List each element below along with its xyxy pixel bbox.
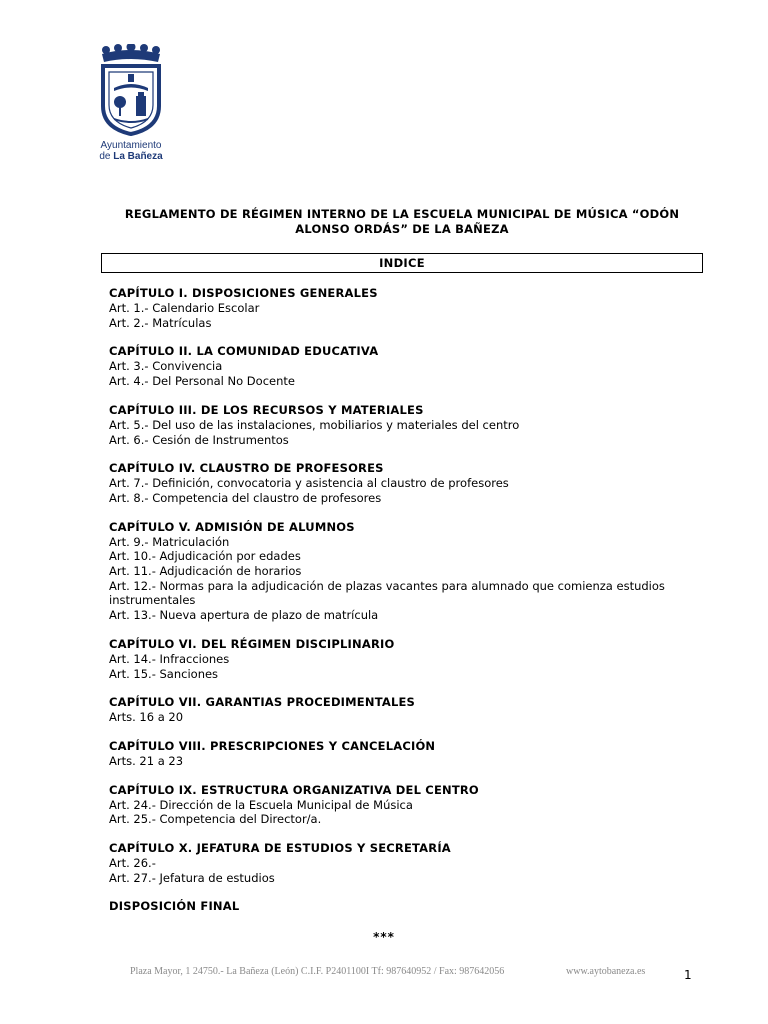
chapter-block <box>109 403 709 447</box>
chapter-block <box>109 461 709 505</box>
coat-of-arms-logo <box>86 44 176 166</box>
logo-line-2-prefix: de <box>99 151 114 162</box>
logo-line-2 <box>86 151 176 162</box>
final-provision-heading: DISPOSICIÓN FINAL <box>109 899 240 914</box>
page-number: 1 <box>684 968 692 982</box>
article-item: Art. 3.- Convivencia <box>109 359 223 374</box>
logo-line-2-bold: La Bañeza <box>113 151 163 162</box>
chapter-block <box>109 695 709 725</box>
footer-website: www.aytobaneza.es <box>566 966 646 977</box>
chapter-title: CAPÍTULO VII. GARANTIAS PROCEDIMENTALES <box>109 695 416 710</box>
article-item: Art. 1.- Calendario Escolar <box>109 301 260 315</box>
chapter-block <box>109 286 709 330</box>
index-heading-box: INDICE <box>101 253 703 273</box>
chapter-title: CAPÍTULO I. DISPOSICIONES GENERALES <box>109 286 378 300</box>
article-item: Art. 2.- Matrículas <box>109 315 212 330</box>
article-item: Art. 27.- Jefatura de estudios <box>109 870 275 885</box>
document-title: REGLAMENTO DE RÉGIMEN INTERNO DE LA ESCUELA MUNICIPAL DE MÚSICA “ODÓN ALONSO ORDÁS” DE LA BAÑEZA <box>124 207 680 236</box>
chapter-title: CAPÍTULO V. ADMISIÓN DE ALUMNOS <box>109 519 355 534</box>
chapter-block <box>109 637 709 681</box>
article-item: Art. 8.- Competencia del claustro de profesores <box>109 490 382 505</box>
chapter-title: CAPÍTULO VIII. PRESCRIPCIONES Y CANCELACIÓN <box>109 738 436 753</box>
chapter-block <box>109 520 709 623</box>
article-item: Art. 9.- Matriculación <box>109 534 230 549</box>
chapter-title: CAPÍTULO IV. CLAUSTRO DE PROFESORES <box>109 461 384 476</box>
chapter-title: CAPÍTULO III. DE LOS RECURSOS Y MATERIALES <box>109 402 424 417</box>
logo-line-1: Ayuntamiento <box>100 140 162 151</box>
article-item: Art. 6.- Cesión de Instrumentos <box>109 432 289 447</box>
chapter-block <box>109 739 709 769</box>
article-item: Arts. 21 a 23 <box>109 753 184 768</box>
chapter-block <box>109 783 709 827</box>
article-item: Art. 12.- Normas para la adjudicación de plazas vacantes para alumnado que comienza estudios instrumentales <box>109 578 665 608</box>
chapter-title: CAPÍTULO VI. DEL RÉGIMEN DISCIPLINARIO <box>109 636 395 651</box>
article-item: Art. 14.- Infracciones <box>109 651 230 666</box>
article-item: Art. 26.- <box>109 856 156 871</box>
article-item: Art. 13.- Nueva apertura de plazo de matrícula <box>109 608 379 623</box>
separator-stars: *** <box>373 930 395 944</box>
article-item: Arts. 16 a 20 <box>109 710 184 725</box>
footer-address: Plaza Mayor, 1 24750.- La Bañeza (León) C.I.F. P2401100I Tf: 987640952 / Fax: 987642056 <box>130 966 505 977</box>
article-item: Art. 25.- Competencia del Director/a. <box>109 812 322 827</box>
article-item: Art. 15.- Sanciones <box>109 666 219 681</box>
chapter-title: CAPÍTULO II. LA COMUNIDAD EDUCATIVA <box>109 344 379 359</box>
chapter-block <box>109 344 709 388</box>
chapter-title: CAPÍTULO X. JEFATURA DE ESTUDIOS Y SECRETARÍA <box>109 841 451 856</box>
article-item: Art. 5.- Del uso de las instalaciones, mobiliarios y materiales del centro <box>109 417 520 432</box>
coat-of-arms-icon <box>98 44 164 136</box>
chapter-list <box>109 286 709 885</box>
article-item: Art. 10.- Adjudicación por edades <box>109 549 301 564</box>
article-item: Art. 11.- Adjudicación de horarios <box>109 564 302 579</box>
article-item: Art. 4.- Del Personal No Docente <box>109 374 295 389</box>
article-item: Art. 24.- Dirección de la Escuela Municipal de Música <box>109 797 413 812</box>
chapter-block <box>109 841 709 885</box>
table-of-contents <box>109 286 709 914</box>
chapter-title: CAPÍTULO IX. ESTRUCTURA ORGANIZATIVA DEL CENTRO <box>109 782 479 797</box>
article-item: Art. 7.- Definición, convocatoria y asistencia al claustro de profesores <box>109 476 509 491</box>
